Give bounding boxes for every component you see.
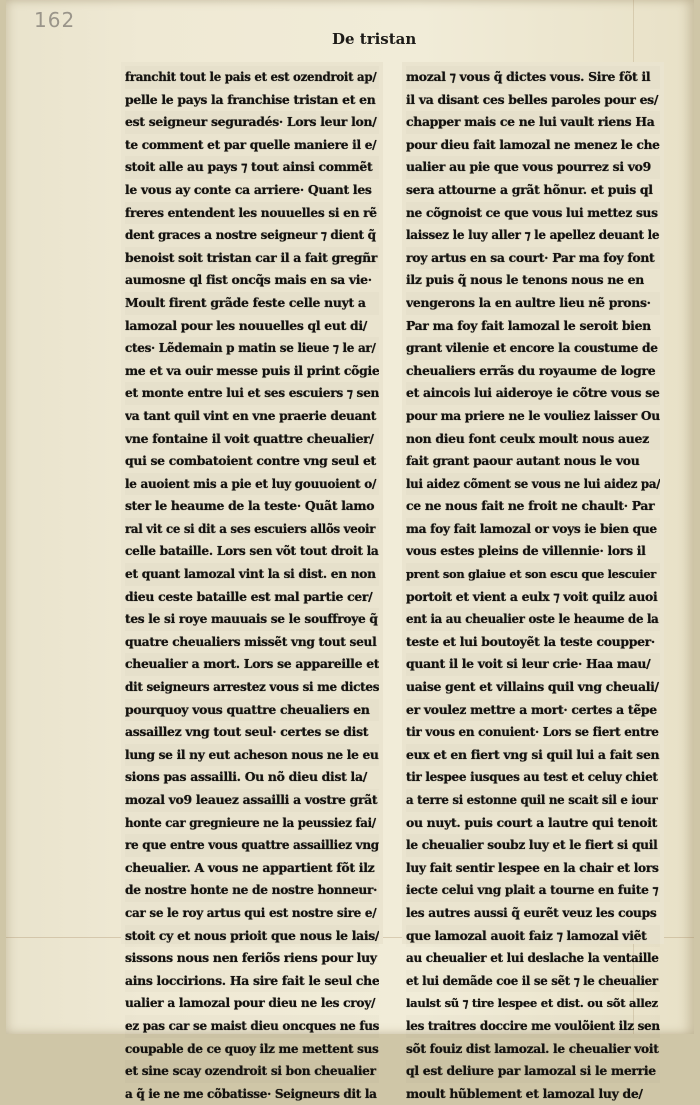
- text-line: quant il le voit si leur crie· Haa mau/: [406, 656, 651, 672]
- text-line: roy artus en sa court· Par ma foy font: [406, 249, 655, 265]
- text-line: sions pas assailli. Ou nõ dieu dist la/: [125, 769, 367, 785]
- text-line: dent graces a nostre seigneur ⁊ dient q̃: [125, 228, 376, 243]
- text-line: et lui demãde coe il se sẽt ⁊ le cheualier: [406, 973, 658, 988]
- text-line: a terre si estonne quil ne scait sil e iour: [406, 793, 658, 807]
- text-line: quatre cheualiers missẽt vng tout seul: [125, 634, 377, 649]
- text-line: cheualiers errãs du royaume de logre: [406, 362, 656, 378]
- text-line: stoit cy et nous prioit que nous le lais/: [125, 927, 379, 943]
- text-line: pour dieu fait lamozal ne menez le che: [406, 137, 660, 152]
- text-line: ualier au pie que vous pourrez si vo9: [406, 159, 651, 175]
- text-line: ce ne nous fait ne froit ne chault· Par: [406, 498, 655, 514]
- text-line: Moult firent grãde feste celle nuyt a: [125, 294, 366, 310]
- text-line: lamozal pour les nouuelles ql eut di/: [125, 317, 368, 333]
- text-line: sõt fouiz dist lamozal. le cheualier voit: [406, 1041, 659, 1056]
- text-line: uaise gent et villains quil vng cheuali/: [406, 679, 659, 695]
- text-line: cheualier a mort. Lors se appareille et: [125, 656, 379, 672]
- text-line: lung se il ny eut acheson nous ne le eu: [125, 747, 379, 762]
- text-line: va tant quil vint en vne praerie deuant: [125, 408, 377, 423]
- text-line: stoit alle au pays ⁊ tout ainsi commẽt: [125, 159, 373, 175]
- text-line: Par ma foy fait lamozal le seroit bien: [406, 317, 651, 333]
- text-line: ualier a lamozal pour dieu ne les croy/: [125, 996, 376, 1011]
- text-line: benoist soit tristan car il a fait gregñr: [125, 249, 378, 265]
- text-line: lui aidez cõment se vous ne lui aidez pa/: [406, 476, 660, 491]
- text-line: prent son glaiue et son escu que lescuier: [406, 567, 656, 582]
- text-line: le auoient mis a pie et luy gouuoient o/: [125, 476, 377, 491]
- text-line: aumosne ql fist oncq̃s mais en sa vie·: [125, 272, 372, 288]
- text-column-right: [402, 62, 664, 1101]
- text-line: et sine scay ozendroit si bon cheualier: [125, 1064, 376, 1079]
- text-line: tir lespee iusques au test et celuy chiet: [406, 770, 658, 785]
- text-line: vne fontaine il voit quattre cheualier/: [125, 430, 374, 446]
- text-line: portoit et vient a eulx ⁊ voit quilz auoi: [406, 588, 658, 604]
- text-line: honte car gregnieure ne la peussiez fai/: [125, 815, 376, 830]
- text-line: dieu ceste bataille est mal partie cer/: [125, 588, 373, 604]
- text-line: coupable de ce quoy ilz me mettent sus: [125, 1041, 379, 1056]
- text-line: pelle le pays la franchise tristan et en: [125, 91, 376, 107]
- text-line: chapper mais ce ne lui vault riens Ha: [406, 114, 655, 130]
- text-line: ent ia au cheualier oste le heaume de la: [406, 612, 659, 627]
- text-line: ou nuyt. puis court a lautre qui tenoit: [406, 814, 658, 830]
- text-line: les autres aussi q̃ eurẽt veuz les coups: [406, 905, 657, 920]
- text-line: le vous ay conte ca arriere· Quant les: [125, 181, 372, 197]
- text-line: iecte celui vng plait a tourne en fuite ⁊: [406, 883, 659, 898]
- text-line: grant vilenie et encore la coustume de: [406, 341, 658, 356]
- text-line: les traitres doccire me voulõient ilz sen: [406, 1018, 660, 1033]
- text-line: me et va ouir messe puis il print cõgie: [125, 362, 379, 378]
- text-line: freres entendent les nouuelles si en rẽ: [125, 205, 377, 220]
- text-line: de nostre honte ne de nostre honneur·: [125, 883, 378, 898]
- folio-number: 162: [34, 8, 76, 32]
- text-column-left: [121, 62, 383, 1101]
- text-line: ctes· Lẽdemain p matin se lieue ⁊ le ar/: [125, 341, 376, 356]
- text-line: qui se combatoient contre vng seul et: [125, 453, 376, 469]
- running-head: De tristan: [332, 30, 417, 48]
- text-line: ains loccirions. Ha sire fait le seul che: [125, 972, 379, 988]
- text-line: sissons nous nen feriõs riens pour luy: [125, 950, 377, 966]
- text-line: er voulez mettre a mort· certes a tẽpe: [406, 701, 657, 717]
- text-line: a q̃ ie ne me cõbatisse· Seigneurs dit la: [125, 1086, 377, 1101]
- text-line: assaillez vng tout seul· certes se dist: [125, 724, 369, 740]
- text-line: pourquoy vous quattre cheualiers en: [125, 701, 370, 717]
- text-line: mozal ⁊ vous q̃ dictes vous. Sire fõt il: [406, 69, 651, 84]
- manuscript-page: [6, 0, 694, 1101]
- text-line: tes le si roye mauuais se le souffroye q̃: [125, 612, 378, 627]
- text-line: pour ma priere ne le vouliez laisser Ou: [406, 408, 660, 423]
- text-line: teste et lui boutoyẽt la teste coupper·: [406, 633, 655, 649]
- text-line: au cheualier et lui deslache la ventaille: [406, 951, 659, 966]
- text-line: ql est deliure par lamozal si le merrie: [406, 1063, 656, 1079]
- text-line: dit seigneurs arrestez vous si me dictes: [125, 680, 379, 695]
- text-line: laulst sũ ⁊ tire lespee et dist. ou sõt allez: [406, 996, 658, 1011]
- text-line: ilz puis q̃ nous le tenons nous ne en: [406, 272, 644, 288]
- text-line: luy fait sentir lespee en la chair et lors: [406, 860, 659, 875]
- text-line: car se le roy artus qui est nostre sire e/: [125, 905, 377, 920]
- text-line: ne cõgnoist ce que vous lui mettez sus: [406, 205, 658, 220]
- text-line: cheualier. A vous ne appartient fõt ilz: [125, 859, 375, 875]
- text-line: il va disant ces belles paroles pour es/: [406, 91, 659, 107]
- text-line: fait grant paour autant nous le vou: [406, 453, 640, 469]
- text-line: vous estes pleins de villennie· lors il: [406, 543, 646, 559]
- text-line: ma foy fait lamozal or voys ie bien que: [406, 521, 657, 536]
- text-line: et monte entre lui et ses escuiers ⁊ sen: [125, 386, 379, 401]
- text-line: tir vous en conuient· Lors se fiert entre: [406, 725, 659, 740]
- text-line: laissez le luy aller ⁊ le apellez deuant le: [406, 228, 660, 243]
- text-line: que lamozal auoit faiz ⁊ lamozal viẽt: [406, 927, 647, 943]
- text-line: ez pas car se maist dieu oncques ne fus: [125, 1018, 379, 1033]
- text-line: re que entre vous quattre assailliez vng: [125, 838, 379, 853]
- text-line: franchit tout le pais et est ozendroit ap/: [125, 70, 377, 84]
- text-line: celle bataille. Lors sen võt tout droit la: [125, 544, 379, 559]
- text-line: le cheualier soubz luy et le fiert si quil: [406, 838, 658, 853]
- text-line: moult hũblement et lamozal luy de/: [406, 1085, 643, 1101]
- text-line: eux et en fiert vng si quil lui a fait sen: [406, 746, 660, 762]
- text-line: mozal vo9 leauez assailli a vostre grãt: [125, 792, 378, 807]
- text-line: et aincois lui aideroye ie cõtre vous se: [406, 385, 660, 401]
- text-line: et quant lamozal vint la si dist. en non: [125, 567, 376, 582]
- text-line: te comment et par quelle maniere il e/: [125, 137, 377, 152]
- text-line: vengerons la en aultre lieu nẽ prons·: [406, 294, 651, 310]
- text-line: non dieu font ceulx moult nous auez: [406, 430, 649, 446]
- text-line: ral vit ce si dit a ses escuiers allõs veoir: [125, 521, 376, 536]
- text-line: est seigneur seguradés· Lors leur lon/: [125, 114, 377, 130]
- text-line: sera attourne a grãt hõnur. et puis ql: [406, 181, 653, 197]
- text-line: ster le heaume de la teste· Quãt lamo: [125, 498, 375, 514]
